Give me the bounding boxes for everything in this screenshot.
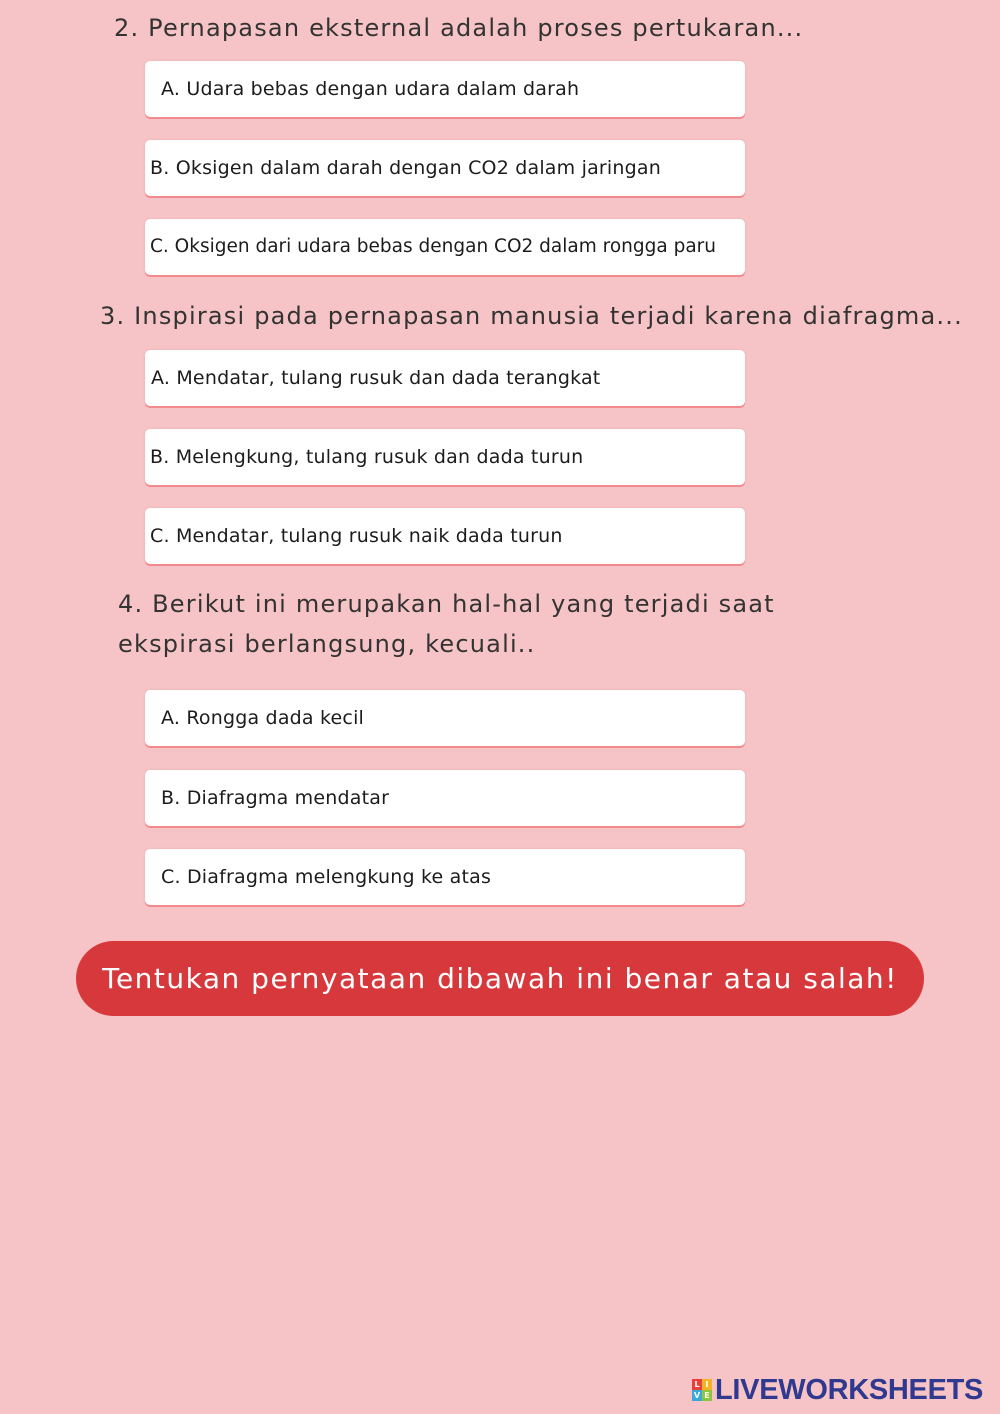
question-2-text: 2. Pernapasan eksternal adalah proses pertukaran... bbox=[114, 14, 804, 42]
question-3-option-b[interactable] bbox=[145, 429, 745, 485]
option-label: C. Oksigen dari udara bebas dengan CO2 dalam rongga paru bbox=[150, 236, 717, 257]
option-label: C. Mendatar, tulang rusuk naik dada turun bbox=[150, 525, 563, 547]
brand-wordmark: LIVEWORKSHEETS bbox=[715, 1373, 984, 1406]
liveworksheets-brand bbox=[692, 1374, 983, 1406]
question-3-option-a[interactable] bbox=[145, 350, 745, 406]
logo-cell: E bbox=[702, 1390, 712, 1401]
question-4-option-c[interactable] bbox=[145, 849, 745, 905]
question-2-option-c[interactable] bbox=[145, 219, 745, 275]
section-banner: Tentukan pernyataan dibawah ini benar atau salah! bbox=[76, 941, 924, 1016]
logo-cell: V bbox=[693, 1391, 701, 1400]
question-3-text: 3. Inspirasi pada pernapasan manusia terjadi karena diafragma... bbox=[100, 302, 963, 330]
option-label: B. Melengkung, tulang rusuk dan dada turun bbox=[150, 446, 584, 468]
question-4-option-a[interactable] bbox=[145, 690, 745, 746]
option-label: B. Oksigen dalam darah dengan CO2 dalam jaringan bbox=[150, 157, 661, 179]
liveworksheets-logo-icon bbox=[692, 1379, 712, 1401]
option-label: C. Diafragma melengkung ke atas bbox=[161, 866, 492, 888]
option-label: A. Rongga dada kecil bbox=[161, 707, 365, 729]
question-4-text: 4. Berikut ini merupakan hal-hal yang terjadi saat ekspirasi berlangsung, kecuali.. bbox=[118, 590, 775, 658]
option-label: A. Udara bebas dengan udara dalam darah bbox=[161, 78, 580, 100]
option-label: B. Diafragma mendatar bbox=[161, 787, 390, 809]
question-2-option-a[interactable] bbox=[145, 61, 745, 117]
question-2-option-b[interactable] bbox=[145, 140, 745, 196]
option-label: A. Mendatar, tulang rusuk dan dada terangkat bbox=[151, 367, 601, 389]
logo-cell: L bbox=[692, 1379, 702, 1390]
question-3-option-c[interactable] bbox=[145, 508, 745, 564]
question-4-option-b[interactable] bbox=[145, 770, 745, 826]
logo-cell: I bbox=[702, 1379, 712, 1390]
